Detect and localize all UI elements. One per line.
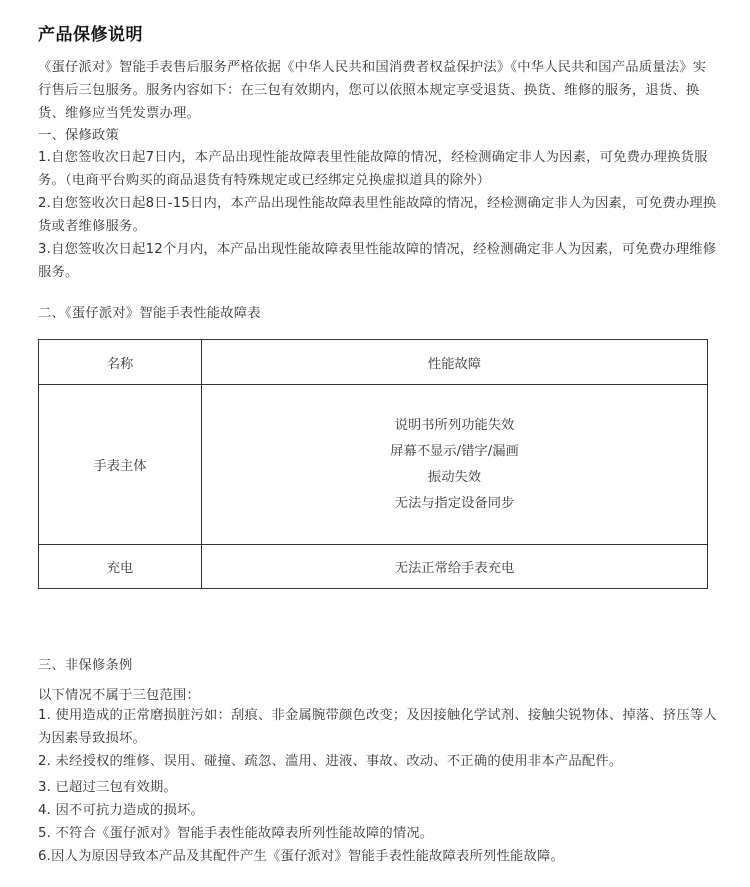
exclusion-item-2: 2. 未经授权的维修、误用、碰撞、疏忽、滥用、进液、事故、改动、不正确的使用非本产品配件。: [38, 754, 623, 769]
page-title: 产品保修说明: [38, 25, 143, 45]
exclusion-item-6: 6.因人为原因导致本产品及其配件产生《蛋仔派对》智能手表性能故障表所列性能故障。: [38, 849, 564, 864]
table-row: [39, 545, 708, 589]
exclusion-item-5: 5. 不符合《蛋仔派对》智能手表性能故障表所列性能故障的情况。: [38, 826, 434, 841]
exclusion-item-1: 1. 使用造成的正常磨损脏污如：刮痕、非金属腕带颜色改变；及因接触化学试剂、接触尖锐物体、掉落、挤压等人为因素导致损坏。: [38, 708, 717, 746]
policy-item-2: 2.自您签收次日起8日-15日内，本产品出现性能故障表里性能故障的情况，经检测确定非人为因素，可免费办理换货或者维修服务。: [38, 196, 717, 234]
fault-table-heading: 二、《蛋仔派对》智能手表性能故障表: [38, 306, 261, 321]
table-row: [39, 385, 708, 545]
fault-item: 说明书所列功能失效: [394, 417, 515, 433]
fault-item: 无法正常给手表充电: [202, 545, 708, 589]
row-faults: [202, 385, 708, 545]
policy-item-3: 3.自您签收次日起12个月内，本产品出现性能故障表里性能故障的情况，经检测确定非人为因素，可免费办理维修服务。: [38, 242, 717, 280]
policy-heading: 一、保修政策: [38, 128, 119, 143]
exclusion-item-4: 4. 因不可抗力造成的损坏。: [38, 803, 204, 818]
fault-table-header-row: [39, 340, 708, 385]
fault-item: 屏幕不显示/错字/漏画: [390, 443, 519, 459]
intro-paragraph: 《蛋仔派对》智能手表售后服务严格依据《中华人民共和国消费者权益保护法》《中华人民共和国产品质量法》实行售后三包服务。服务内容如下：在三包有效期内，您可以依照本规定享受退货、换货、维修的服务，退货、换货、维修应当凭发票办理。: [38, 60, 707, 121]
fault-item: 振动失效: [427, 469, 482, 485]
fault-item: 无法与指定设备同步: [394, 495, 515, 511]
exclusions-heading: 三、非保修条例: [38, 658, 133, 673]
column-header-fault: 性能故障: [202, 340, 708, 385]
fault-table: [38, 339, 708, 589]
exclusion-item-3: 3. 已超过三包有效期。: [38, 780, 177, 795]
policy-item-1: 1.自您签收次日起7日内，本产品出现性能故障表里性能故障的情况，经检测确定非人为因素，可免费办理换货服务。（电商平台购买的商品退货有特殊规定或已经绑定兑换虚拟道具的除外）: [38, 150, 708, 188]
row-name: 充电: [39, 545, 202, 589]
column-header-name: 名称: [39, 340, 202, 385]
exclusions-lead: 以下情况不属于三包范围：: [38, 688, 200, 703]
row-name: 手表主体: [39, 385, 202, 545]
